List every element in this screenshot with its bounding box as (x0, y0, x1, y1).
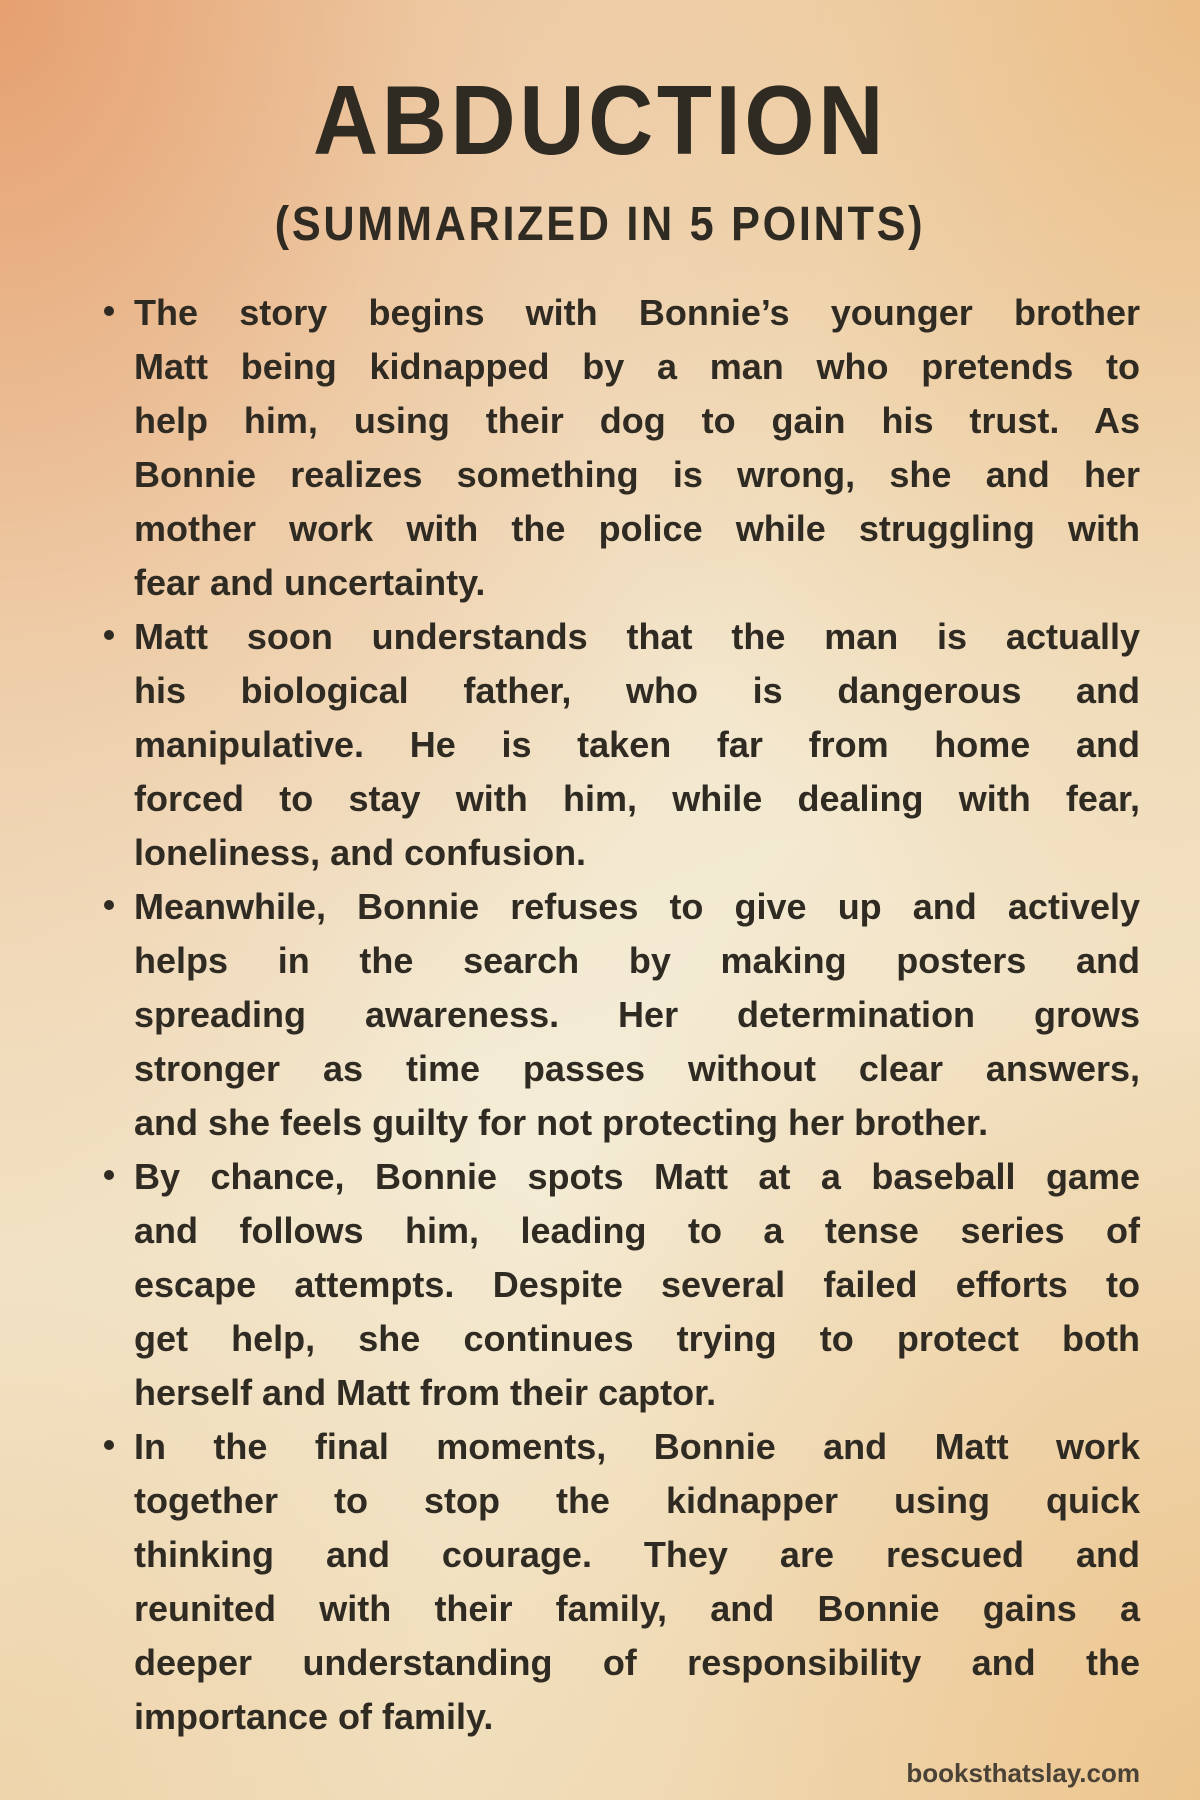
summary-text-line: fear and uncertainty. (134, 562, 486, 603)
summary-point (134, 1150, 1140, 1420)
summary-text-line: his biological father, who is dangerous and (134, 670, 1140, 711)
bullet-icon (104, 1170, 114, 1180)
summary-text-line: By chance, Bonnie spots Matt at a baseball game (134, 1156, 1140, 1197)
bullet-icon (104, 1440, 114, 1450)
summary-text-line: escape attempts. Despite several failed efforts to (134, 1264, 1140, 1305)
summary-text-line: deeper understanding of responsibility and the (134, 1642, 1140, 1683)
summary-point (134, 880, 1140, 1150)
summary-text-line: The story begins with Bonnie’s younger brother (134, 292, 1140, 333)
summary-text-line: loneliness, and confusion. (134, 832, 587, 873)
summary-list (134, 286, 1140, 1744)
summary-text-line: reunited with their family, and Bonnie gains a (134, 1588, 1140, 1629)
bullet-icon (104, 900, 114, 910)
summary-text-line: manipulative. He is taken far from home and (134, 724, 1140, 765)
summary-text-line: spreading awareness. Her determination grows (134, 994, 1140, 1035)
summary-text-line: forced to stay with him, while dealing with fear, (134, 778, 1140, 819)
summary-text-line: get help, she continues trying to protect both (134, 1318, 1140, 1359)
summary-point (134, 610, 1140, 880)
summary-text-line: stronger as time passes without clear answers, (134, 1048, 1140, 1089)
summary-text-line: together to stop the kidnapper using quick (134, 1480, 1140, 1521)
summary-text-line: Bonnie realizes something is wrong, she and her (134, 454, 1140, 495)
summary-point (134, 286, 1140, 610)
summary-text-line: importance of family. (134, 1696, 494, 1737)
summary-text-line: and she feels guilty for not protecting her brother. (134, 1102, 989, 1143)
summary-text-line: helps in the search by making posters and (134, 940, 1140, 981)
summary-text-line: Meanwhile, Bonnie refuses to give up and actively (134, 886, 1140, 927)
summary-text-line: and follows him, leading to a tense series of (134, 1210, 1140, 1251)
summary-text-line: mother work with the police while struggling with (134, 508, 1140, 549)
summary-text-line: herself and Matt from their captor. (134, 1372, 717, 1413)
website-credit: booksthatslay.com (906, 1758, 1140, 1788)
page-title: ABDUCTION (312, 65, 888, 175)
bullet-icon (104, 630, 114, 640)
summary-text-line: Matt being kidnapped by a man who pretends to (134, 346, 1140, 387)
summary-text-line: Matt soon understands that the man is actually (134, 616, 1140, 657)
bullet-icon (104, 306, 114, 316)
summary-text-line: thinking and courage. They are rescued and (134, 1534, 1140, 1575)
page-subtitle: (SUMMARIZED IN 5 POINTS) (274, 198, 926, 251)
summary-text-line: In the final moments, Bonnie and Matt work (134, 1426, 1140, 1467)
summary-point (134, 1420, 1140, 1744)
summary-text-line: help him, using their dog to gain his trust. As (134, 400, 1140, 441)
